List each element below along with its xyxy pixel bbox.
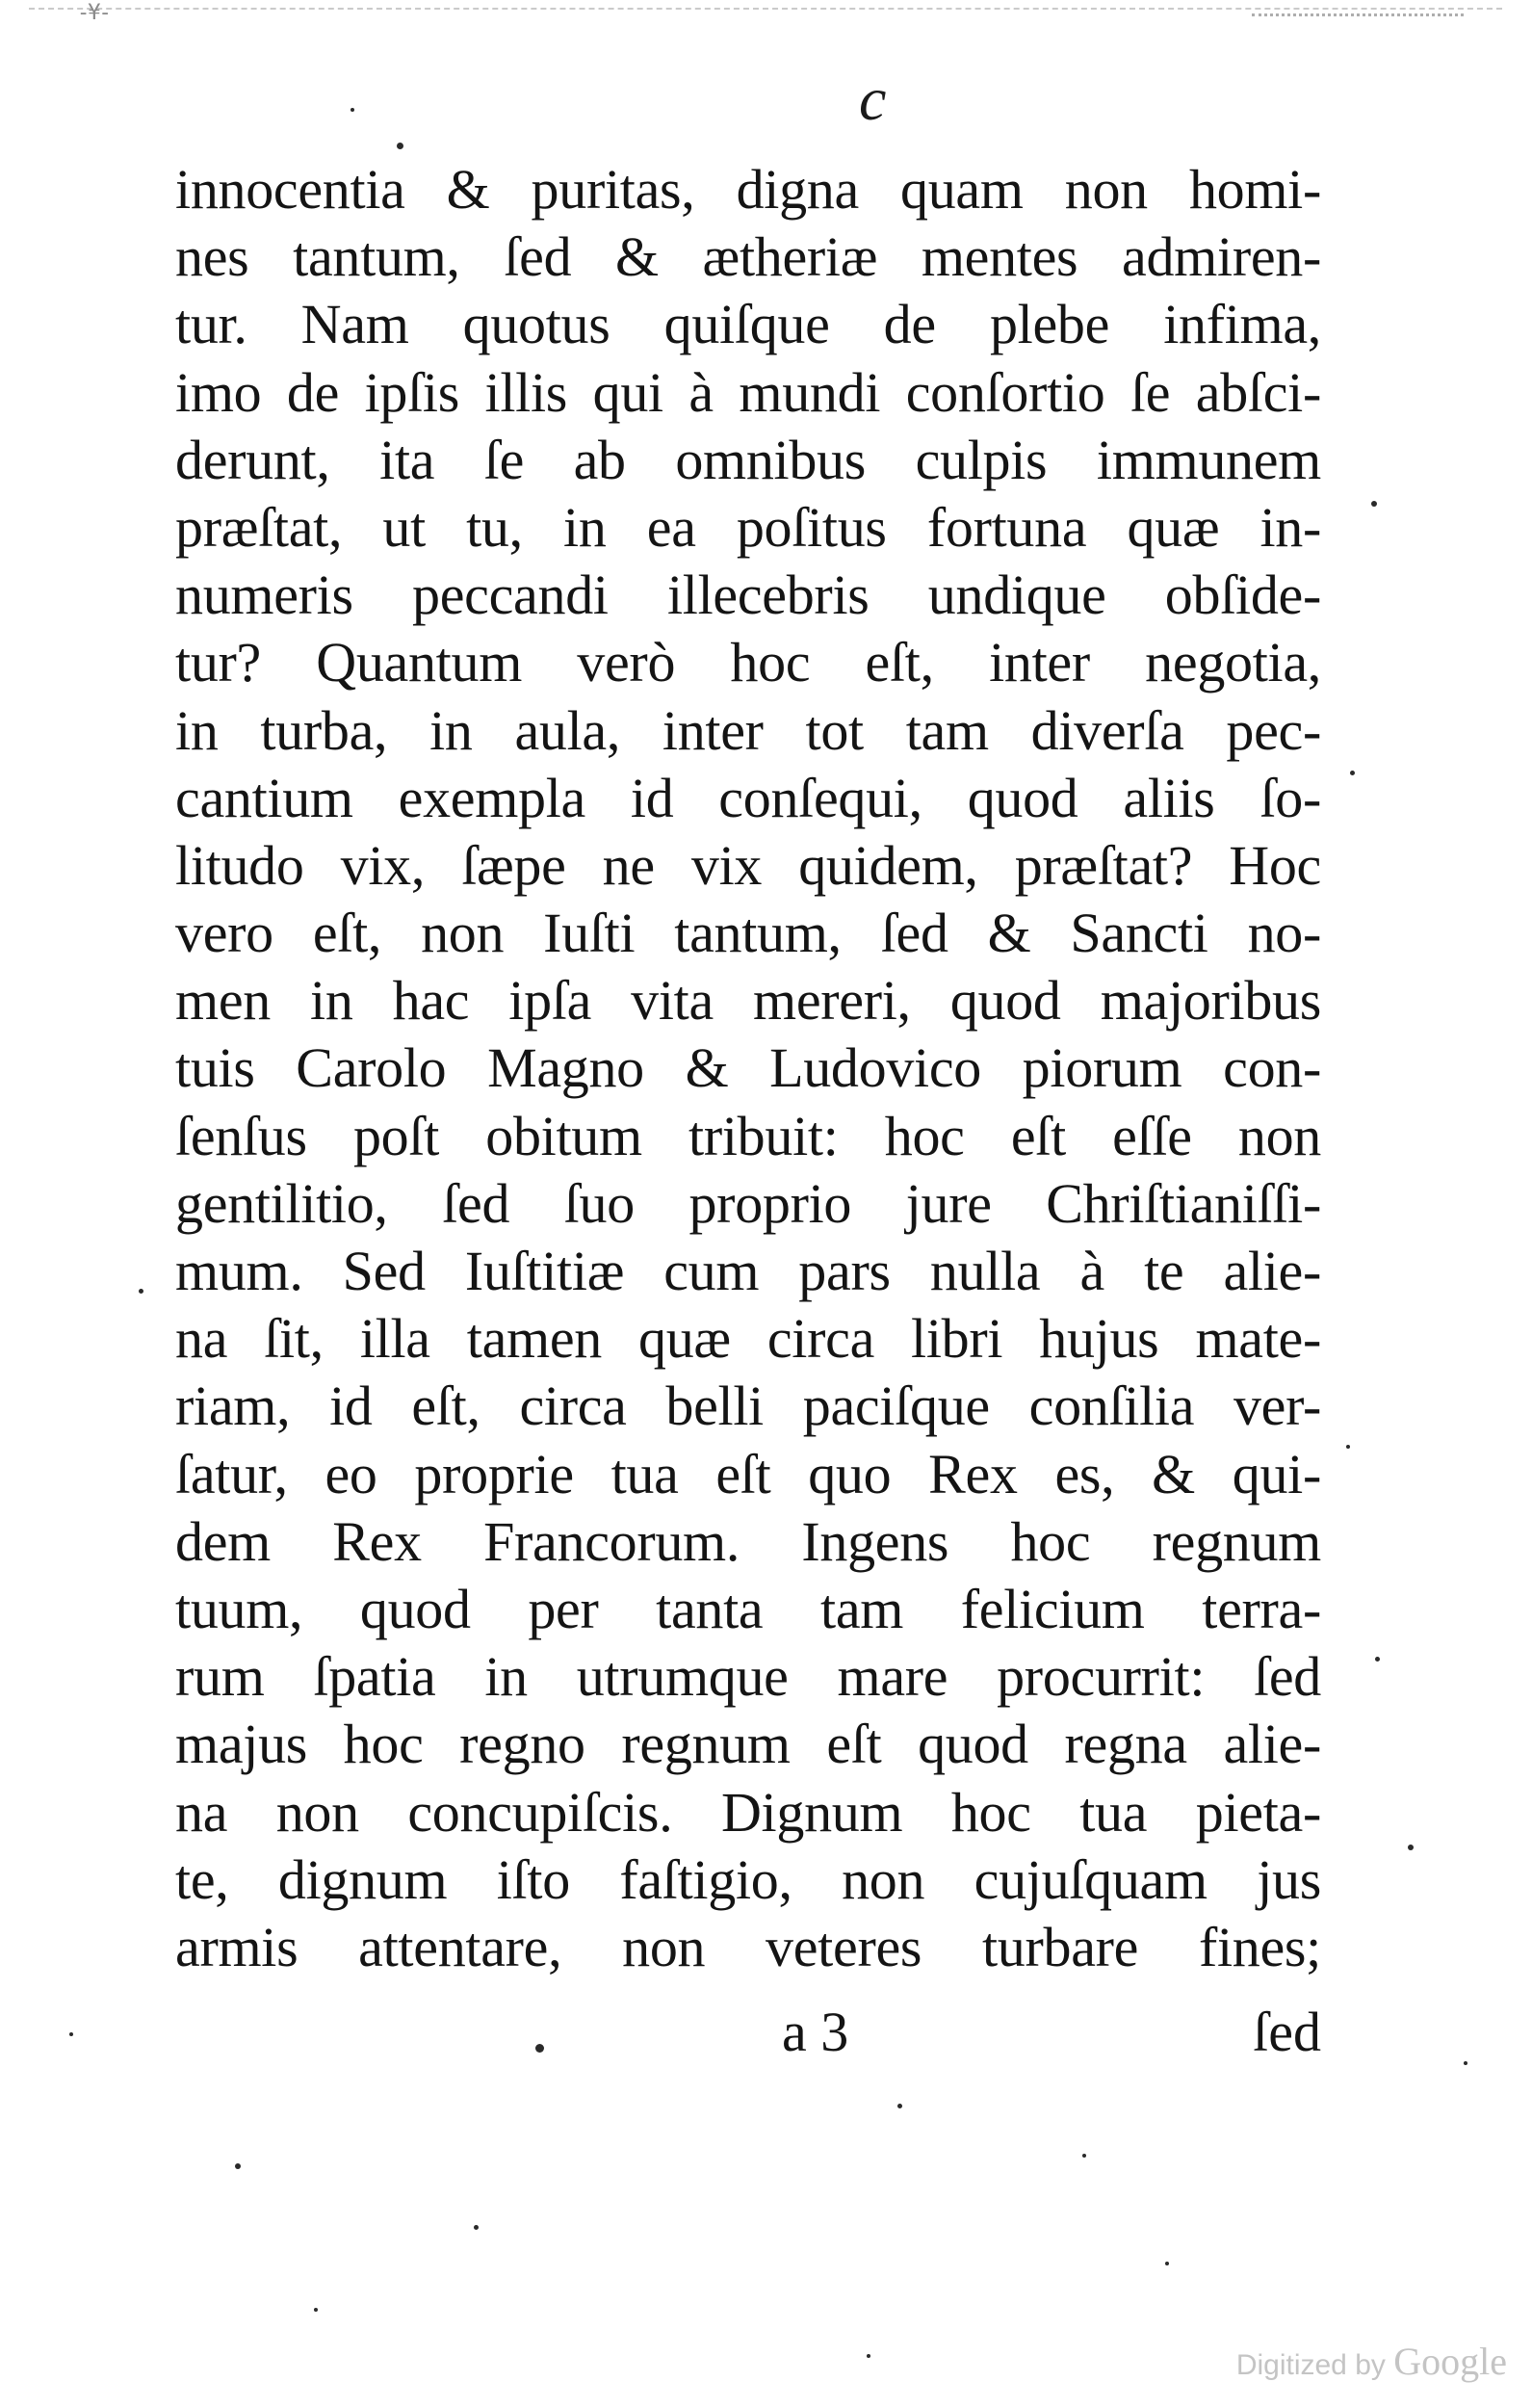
text-line: in turba, in aula, inter tot tam diverſa pec- <box>175 698 1321 762</box>
scan-speck <box>1350 771 1355 775</box>
text-line: nes tantum, ſed & ætheriæ mentes admiren- <box>175 225 1321 289</box>
scan-speck <box>139 1289 143 1294</box>
scan-speck <box>1375 1657 1380 1662</box>
text-line: cantium exempla id conſequi, quod aliis ſo- <box>175 766 1321 829</box>
scan-speck <box>1371 501 1377 507</box>
scan-edge-top <box>29 8 1502 10</box>
text-line: na ſit, illa tamen quæ circa libri hujus mate- <box>175 1307 1321 1371</box>
scan-speck <box>397 143 403 149</box>
text-line: innocentia & puritas, digna quam non homi- <box>175 158 1321 221</box>
text-line: numeris peccandi illecebris undique obſide- <box>175 563 1321 627</box>
scan-speck <box>314 2308 318 2312</box>
text-line: dem Rex Francorum. Ingens hoc regnum <box>175 1509 1321 1573</box>
signature-mark: a 3 <box>782 2001 849 2063</box>
text-line: derunt, ita ſe ab omnibus culpis immunem <box>175 428 1321 491</box>
scan-speck <box>474 2225 479 2230</box>
text-line: gentilitio, ſed ſuo proprio jure Chriſtianiſſi- <box>175 1171 1321 1235</box>
watermark-brand: Google <box>1393 2340 1507 2383</box>
text-line: riam, id eſt, circa belli paciſque conſilia ver- <box>175 1374 1321 1438</box>
page-footer <box>175 1999 1321 2066</box>
scan-speck <box>535 2044 544 2053</box>
text-line: ſenſus poſt obitum tribuit: hoc eſt eſſe non <box>175 1104 1321 1167</box>
scan-edge-top-right <box>1252 13 1464 16</box>
text-line: præſtat, ut tu, in ea poſitus fortuna quæ in- <box>175 495 1321 559</box>
digitized-watermark <box>1236 2341 1507 2387</box>
catchword: ſed <box>1253 2001 1321 2063</box>
scan-speck <box>1464 2061 1467 2065</box>
text-line: tur? Quantum verò hoc eſt, inter negotia, <box>175 631 1321 694</box>
text-line: mum. Sed Iuſtitiæ cum pars nulla à te alie- <box>175 1240 1321 1302</box>
text-line: imo de ipſis illis qui à mundi conſortio ſe abſci- <box>175 360 1321 424</box>
scan-speck <box>351 108 354 112</box>
text-line: vero eſt, non Iuſti tantum, ſed & Sancti no- <box>175 902 1321 965</box>
text-line: rum ſpatia in utrumque mare procurrit: ſed <box>175 1645 1321 1709</box>
text-line: majus hoc regno regnum eſt quod regna alie- <box>175 1713 1321 1776</box>
scan-speck <box>897 2104 902 2108</box>
text-line: na non concupiſcis. Dignum hoc tua pieta- <box>175 1780 1321 1844</box>
scan-speck <box>235 2163 241 2169</box>
scan-speck <box>1082 2154 1086 2158</box>
scan-speck <box>867 2354 870 2358</box>
text-line: tuis Carolo Magno & Ludovico piorum con- <box>175 1036 1321 1100</box>
text-line: tuum, quod per tanta tam felicium terra- <box>175 1577 1321 1640</box>
text-line: armis attentare, non veteres turbare fines; <box>175 1915 1321 1978</box>
text-line: men in hac ipſa vita mereri, quod majoribus <box>175 969 1321 1033</box>
scan-speck <box>69 2032 73 2036</box>
watermark-prefix: Digitized by <box>1235 2349 1386 2381</box>
scan-speck <box>1346 1445 1350 1449</box>
scan-speck <box>1165 2262 1169 2265</box>
header-mark: c <box>859 65 887 133</box>
scan-speck <box>1408 1845 1414 1850</box>
text-line: litudo vix, ſæpe ne vix quidem, præſtat? Hoc <box>175 833 1321 897</box>
text-line: te, dignum iſto faſtigio, non cujuſquam jus <box>175 1847 1321 1911</box>
text-line: ſatur, eo proprie tua eſt quo Rex es, & qui- <box>175 1442 1321 1505</box>
scan-artifact: -¥- <box>77 1 110 25</box>
body-text <box>175 156 1321 1981</box>
text-line: tur. Nam quotus quiſque de plebe infima, <box>175 293 1321 356</box>
